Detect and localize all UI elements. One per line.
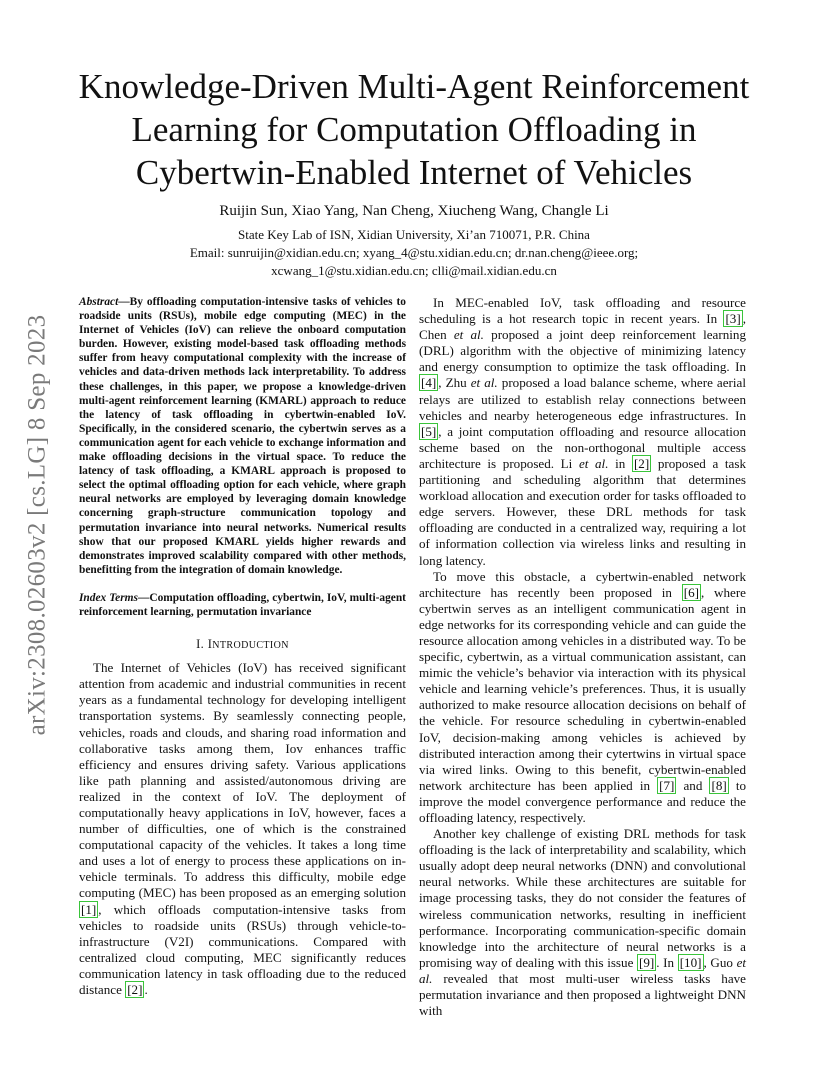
text-run: in (608, 455, 632, 471)
affiliation: State Key Lab of ISN, Xidian University, Xi’an 710071, P.R. China (238, 227, 590, 242)
citation-link[interactable]: [8] (711, 777, 727, 793)
citation-link[interactable]: [4] (421, 375, 437, 391)
email-line-2: xcwang_1@stu.xidian.edu.cn; clli@mail.xidian.edu.cn (271, 263, 557, 278)
abstract-text: —By offloading computation-intensive tasks of vehicles to roadside units (RSUs), mobile edge computing (MEC) in the Internet of Vehicles (IoV) can relieve the onboard computation burden. However, existing model-based task offloading methods suffer from heavy computational complexity with the increase of vehicles and data-driven methods lack interpretability. To address these challenges, in this paper, we propose a knowledge-driven multi-agent reinforcement learning (KMARL) approach to reduce the latency of task offloading in cybertwin-enabled IoV. Specifically, in the considered scenario, the cybertwin serves as a communication agent for each vehicle to exchange information and make offloading decisions in the virtual space. To reduce the latency of task offloading, a KMARL approach is proposed to select the optimal offloading option for each vehicle, where graph neural networks are employed by leveraging domain knowledge concerning graph-structure communication topology and permutation invariance into neural networks. Numerical results show that our proposed KMARL yields higher rewards and demonstrates improved scalability compared with other methods, benefitting from the integration of domain knowledge. (79, 296, 406, 576)
text-run: proposed a task partitioning and scheduling algorithm that determines workload allocation and execution order for tasks offloaded to edge servers. However, these DRL methods for task offloading are conducted in a centralized way, requiring a lot of information collection via wireless links and resulting in long latency. (419, 455, 747, 568)
text-run: . In (656, 954, 678, 970)
citation-link[interactable]: [7] (659, 777, 675, 793)
text-run: In MEC-enabled IoV, task offloading and resource scheduling is a hot research topic in recent years. In (419, 295, 746, 327)
intro-paragraph-4 (419, 826, 746, 1019)
text-run: , a joint computation offloading and resource allocation scheme based on the non-orthogonal multiple access architecture is proposed. Li (419, 423, 746, 471)
citation-link[interactable]: [3] (725, 311, 741, 327)
et-al: et al. (578, 455, 609, 471)
abstract (79, 295, 406, 577)
index-terms-lead: Index Terms (79, 591, 138, 604)
text-run: to improve the model convergence performance and reduce the offloading latency, respectively. (419, 777, 747, 825)
affiliation-block (100, 226, 728, 280)
email-line-1: Email: sunruijin@xidian.edu.cn; xyang_4@stu.xidian.edu.cn; dr.nan.cheng@ieee.org; (189, 245, 639, 260)
et-al: et al. (419, 954, 747, 986)
text-run: proposed a load balance scheme, where aerial relays are utilized to establish relay connections between vehicles and nearby heterogeneous edge infrastructures. In (419, 375, 746, 423)
citation-link[interactable]: [5] (421, 423, 437, 439)
citation-link[interactable]: [2] (127, 982, 143, 998)
citation-link[interactable]: [10] (679, 954, 702, 970)
paper-title: Knowledge-Driven Multi-Agent Reinforcement Learning for Computation Offloading in Cybertwin-Enabled Internet of Vehicles (78, 67, 750, 192)
citation-link[interactable]: [9] (639, 954, 655, 970)
arxiv-watermark (22, 295, 52, 755)
text-run: proposed a joint deep reinforcement learning (DRL) algorithm with the objective of minimizing latency and energy consumption to optimize the task offloading. In (419, 327, 746, 375)
left-column (79, 295, 406, 998)
intro-paragraph-1 (79, 660, 406, 998)
index-terms (79, 591, 406, 619)
text-run: , Zhu (438, 375, 471, 391)
citation-link[interactable]: [6] (683, 584, 699, 600)
et-al: et al. (453, 327, 484, 343)
index-terms-text: —Computation offloading, cybertwin, IoV, multi-agent reinforcement learning, permutation invariance (79, 591, 406, 618)
text-run: , which offloads computation-intensive tasks from vehicles to roadside units (RSUs) through vehicle-to-infrastructure (V2I) communications. Compared with centralized cloud computing, MEC significantly reduces communication latency in task offloading due to the reduced distance (79, 901, 406, 998)
abstract-lead: Abstract (79, 296, 119, 308)
text-run: To move this obstacle, a cybertwin-enabled network architecture has recently been proposed in (419, 568, 746, 600)
text-run: The Internet of Vehicles (IoV) has received significant attention from academic and industrial communities in recent years as a fundamental technology for developing intelligent transportation systems. By seamlessly connecting people, vehicles, roads and clouds, and sharing road information and collaborative tasks among them, Iov enhances traffic efficiency and ensures driving safety. Various applications like path planning and assisted/autonomous driving are realized in the context of IoV. The deployment of computationally heavy applications in IoV, however, faces a number of difficulties, one of which is the constrained computational capacity of the vehicles. It takes a long time and uses a lot of energy to process these applications on in-vehicle terminals. To address this difficulty, mobile edge computing (MEC) has been proposed as an emerging solution (79, 660, 406, 901)
section-title-initial: I (207, 637, 213, 652)
text-run: and (676, 777, 710, 793)
right-column (419, 295, 746, 1019)
author-list: Ruijin Sun, Xiao Yang, Nan Cheng, Xiucheng Wang, Changle Li (219, 203, 609, 219)
section-heading-introduction (79, 636, 406, 654)
citation-link[interactable]: [1] (81, 901, 97, 917)
text-run: , Guo (703, 954, 737, 970)
text-run: revealed that most multi-user wireless tasks have permutation invariance and then proposed a lightweight DNN with (419, 970, 746, 1019)
text-run: , Chen (419, 311, 746, 343)
text-run: . (144, 982, 148, 998)
arxiv-id: arXiv:2308.02603v2 [cs.LG] 8 Sep 2023 (23, 314, 50, 736)
et-al: et al. (470, 375, 498, 391)
section-title-rest: NTRODUCTION (212, 640, 289, 652)
intro-paragraph-3 (419, 569, 746, 827)
text-run: , where cybertwin serves as an intelligent communication agent in edge networks for its corresponding vehicle and can guide the resource allocation among vehicles in a distributed way. To be specific, cybertwin, as a virtual communication assistant, can mimic the vehicle’s behavior via interaction with its physical vehicle and learning vehicle’s preferences. Thus, it is usually authorized to make resource allocation decisions on behalf of the vehicle. For resource scheduling in cybertwin-enabled IoV, decision-making among vehicles is achieved by distributed interaction among their cytertwins in virtual space via wired links. Owing to this benefit, cybertwin-enabled network architecture has been applied in (419, 584, 746, 793)
citation-link[interactable]: [2] (633, 455, 650, 471)
intro-paragraph-2 (419, 295, 746, 569)
text-run: Another key challenge of existing DRL methods for task offloading is the lack of interpretability and scalability, which usually adopt deep neural networks (DNN) and convolutional neural networks. While these architectures are suitable for image processing tasks, they do not consider the features of wireless communication networks, resulting in inefficient performance. Incorporating communication-specific domain knowledge into the architecture of neural networks is a promising way of dealing with this issue (419, 826, 746, 970)
section-number: I. (196, 637, 208, 652)
